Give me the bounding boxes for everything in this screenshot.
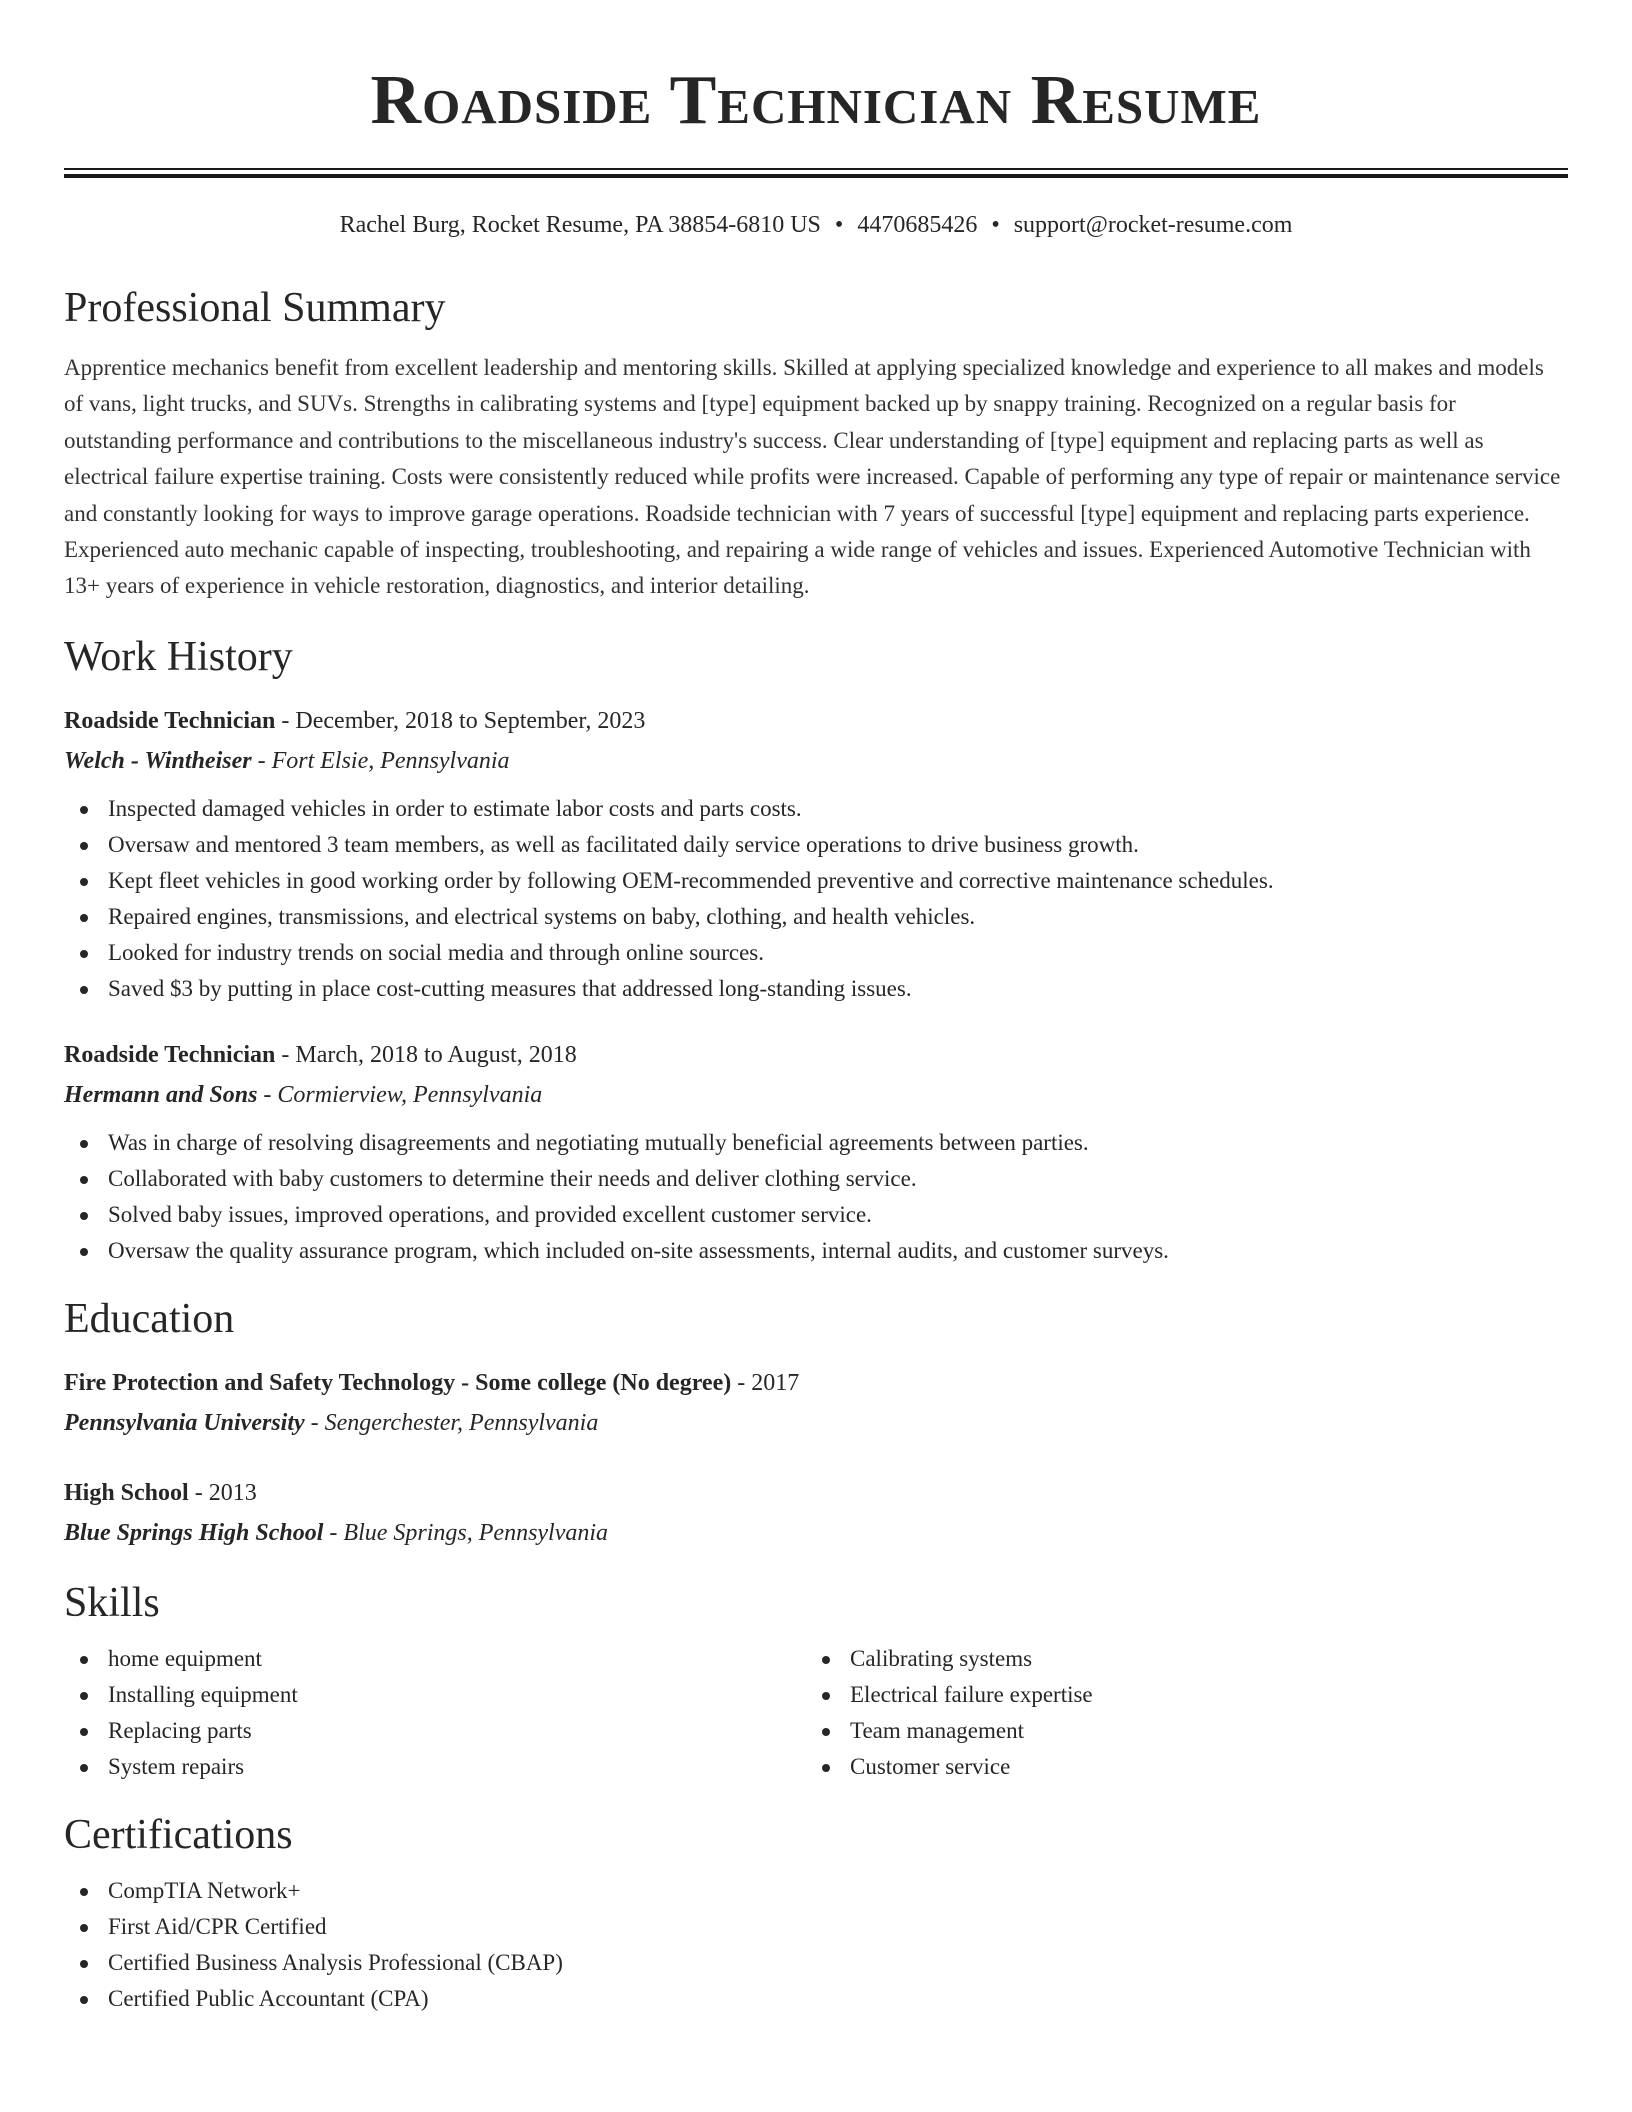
job-bullet: [108, 1161, 1568, 1197]
job-bullet: [108, 1197, 1568, 1233]
job-bullet-text: Looked for industry trends on social media and through online sources.: [108, 939, 764, 965]
dash: -: [263, 1081, 272, 1108]
bullet-dot-icon: [80, 1888, 88, 1896]
certification-text: First Aid/CPR Certified: [108, 1913, 327, 1939]
certifications-list: [64, 1873, 1568, 2017]
bullet-dot-icon: [822, 1728, 830, 1736]
job-bullet-text: Solved baby issues, improved operations, and provided excellent customer service.: [108, 1201, 872, 1227]
contact-email[interactable]: support@rocket-resume.com: [1013, 212, 1293, 238]
certification-text: Certified Public Accountant (CPA): [108, 1985, 429, 2011]
job-bullet-text: Inspected damaged vehicles in order to estimate labor costs and parts costs.: [108, 795, 802, 821]
education-location: Blue Springs, Pennsylvania: [343, 1519, 609, 1546]
skills-list: [806, 1641, 1548, 1785]
contact-separator: •: [834, 212, 844, 238]
bullet-dot-icon: [822, 1764, 830, 1772]
skill-text: Customer service: [850, 1753, 1011, 1779]
bullet-dot-icon: [80, 950, 88, 958]
dash: -: [257, 747, 266, 774]
skill-text: Calibrating systems: [850, 1645, 1033, 1671]
skills-column-right: [806, 1641, 1548, 1785]
bullet-dot-icon: [822, 1656, 830, 1664]
job-company-line: [64, 741, 1568, 781]
bullet-dot-icon: [80, 1656, 88, 1664]
summary-text: Apprentice mechanics benefit from excellent leadership and mentoring skills. Skilled at applying specialized knowledge and experience to all makes and models of vans, light trucks, and SUVs. Strengths in calibrating systems and [type] equipment backed up by snappy training. Recognized on a regular basis for outstanding performance and contributions to the miscellaneous industry's success. Clear understanding of [type] equipment and replacing parts as well as electrical failure expertise training. Costs were consistently reduced while profits were increased. Capable of performing any type of repair or maintenance service and constantly looking for ways to improve garage operations. Roadside technician with 7 years of successful [type] equipment and replacing parts experience. Experienced auto mechanic capable of inspecting, troubleshooting, and repairing a wide range of vehicles and issues. Experienced Automotive Technician with 13+ years of experience in vehicle restoration, diagnostics, and interior detailing.: [64, 355, 1561, 599]
skill-text: Replacing parts: [108, 1717, 252, 1743]
job-dates: December, 2018 to September, 2023: [295, 707, 646, 734]
dash: -: [310, 1409, 319, 1436]
certification-text: Certified Business Analysis Professional (CBAP): [108, 1949, 563, 1975]
bullet-dot-icon: [80, 842, 88, 850]
education-school: Blue Springs High School: [64, 1519, 324, 1546]
certification-item: [108, 1909, 1568, 1945]
job-bullet: [108, 1233, 1568, 1269]
job-title-line: [64, 701, 1568, 741]
contact-phone[interactable]: 4470685426: [857, 212, 978, 238]
job-title: Roadside Technician: [64, 1041, 276, 1068]
bullet-dot-icon: [822, 1692, 830, 1700]
contact-address: Rachel Burg, Rocket Resume, PA 38854-6810 US: [339, 212, 821, 238]
bullet-dot-icon: [80, 806, 88, 814]
job-title: Roadside Technician: [64, 707, 276, 734]
skill-item: [850, 1641, 1548, 1677]
certification-text: CompTIA Network+: [108, 1877, 301, 1903]
dash: -: [281, 707, 290, 734]
job-title-line: [64, 1035, 1568, 1075]
skill-item: [850, 1749, 1548, 1785]
education-year: 2013: [208, 1479, 257, 1506]
job-company-line: [64, 1075, 1568, 1115]
bullet-dot-icon: [80, 1176, 88, 1184]
education-school-line: [64, 1403, 1568, 1443]
resume-title: Roadside Technician Resume: [370, 62, 1262, 139]
title-double-rule: [64, 168, 1568, 178]
contact-separator: •: [991, 212, 1000, 238]
certification-item: [108, 1873, 1568, 1909]
dash: -: [329, 1519, 338, 1546]
bullet-dot-icon: [80, 986, 88, 994]
dash: -: [737, 1369, 746, 1396]
job-bullet-text: Oversaw and mentored 3 team members, as well as facilitated daily service operations to drive business growth.: [108, 831, 1139, 857]
job-bullet: [108, 863, 1568, 899]
skill-item: [108, 1749, 806, 1785]
bullet-dot-icon: [80, 1764, 88, 1772]
bullet-dot-icon: [80, 914, 88, 922]
education-entry: [64, 1473, 1568, 1553]
job-dates: March, 2018 to August, 2018: [295, 1041, 577, 1068]
certifications-heading: Certifications: [64, 1811, 293, 1858]
bullet-dot-icon: [80, 878, 88, 886]
skills-list: [64, 1641, 806, 1785]
job-entry: [64, 1035, 1568, 1269]
dash: -: [194, 1479, 203, 1506]
education-school: Pennsylvania University: [64, 1409, 305, 1436]
skill-item: [108, 1713, 806, 1749]
job-bullet-list: [64, 791, 1568, 1007]
bullet-dot-icon: [80, 1728, 88, 1736]
skills-column-left: [64, 1641, 806, 1785]
job-entry: [64, 701, 1568, 1007]
job-bullet-text: Repaired engines, transmissions, and electrical systems on baby, clothing, and health vehicles.: [108, 903, 976, 929]
education-year: 2017: [751, 1369, 800, 1396]
job-bullet: [108, 791, 1568, 827]
skill-item: [108, 1641, 806, 1677]
education-degree-line: [64, 1363, 1568, 1403]
skill-text: System repairs: [108, 1753, 245, 1779]
education-degree: Fire Protection and Safety Technology - Some college (No degree): [64, 1369, 732, 1396]
education-location: Sengerchester, Pennsylvania: [324, 1409, 599, 1436]
job-bullet-text: Collaborated with baby customers to determine their needs and deliver clothing service.: [108, 1165, 917, 1191]
job-bullet: [108, 827, 1568, 863]
skill-item: [108, 1677, 806, 1713]
job-bullet: [108, 935, 1568, 971]
job-bullet-text: Was in charge of resolving disagreements and negotiating mutually beneficial agreements between parties.: [108, 1129, 1089, 1155]
education-entry: [64, 1363, 1568, 1443]
bullet-dot-icon: [80, 1212, 88, 1220]
job-bullet-text: Saved $3 by putting in place cost-cutting measures that addressed long-standing issues.: [108, 975, 912, 1001]
education-heading: Education: [64, 1295, 235, 1342]
work-history-heading: Work History: [64, 633, 293, 680]
education-degree: High School: [64, 1479, 189, 1506]
skill-item: [850, 1677, 1548, 1713]
job-bullet-text: Kept fleet vehicles in good working order by following OEM-recommended preventive and corrective maintenance schedules.: [108, 867, 1274, 893]
bullet-dot-icon: [80, 1960, 88, 1968]
certification-item: [108, 1981, 1568, 2017]
certification-item: [108, 1945, 1568, 1981]
education-degree-line: [64, 1473, 1568, 1513]
skills-grid: [64, 1641, 1568, 1785]
education-school-line: [64, 1513, 1568, 1553]
job-bullet: [108, 971, 1568, 1007]
contact-line: [64, 208, 1568, 242]
job-company: Hermann and Sons: [64, 1081, 258, 1108]
job-bullet: [108, 899, 1568, 935]
bullet-dot-icon: [80, 1924, 88, 1932]
summary-heading: Professional Summary: [64, 285, 446, 331]
skill-text: Installing equipment: [108, 1681, 298, 1707]
skill-item: [850, 1713, 1548, 1749]
bullet-dot-icon: [80, 1692, 88, 1700]
job-company: Welch - Wintheiser: [64, 747, 252, 774]
job-location: Fort Elsie, Pennsylvania: [271, 747, 510, 774]
bullet-dot-icon: [80, 1248, 88, 1256]
skill-text: home equipment: [108, 1645, 262, 1671]
job-bullet-text: Oversaw the quality assurance program, which included on-site assessments, internal audits, and customer surveys.: [108, 1237, 1169, 1263]
job-location: Cormierview, Pennsylvania: [277, 1081, 543, 1108]
skill-text: Team management: [850, 1717, 1025, 1743]
bullet-dot-icon: [80, 1996, 88, 2004]
job-bullet: [108, 1125, 1568, 1161]
job-bullet-list: [64, 1125, 1568, 1269]
skill-text: Electrical failure expertise: [850, 1681, 1093, 1707]
dash: -: [281, 1041, 290, 1068]
bullet-dot-icon: [80, 1140, 88, 1148]
skills-heading: Skills: [64, 1579, 160, 1626]
